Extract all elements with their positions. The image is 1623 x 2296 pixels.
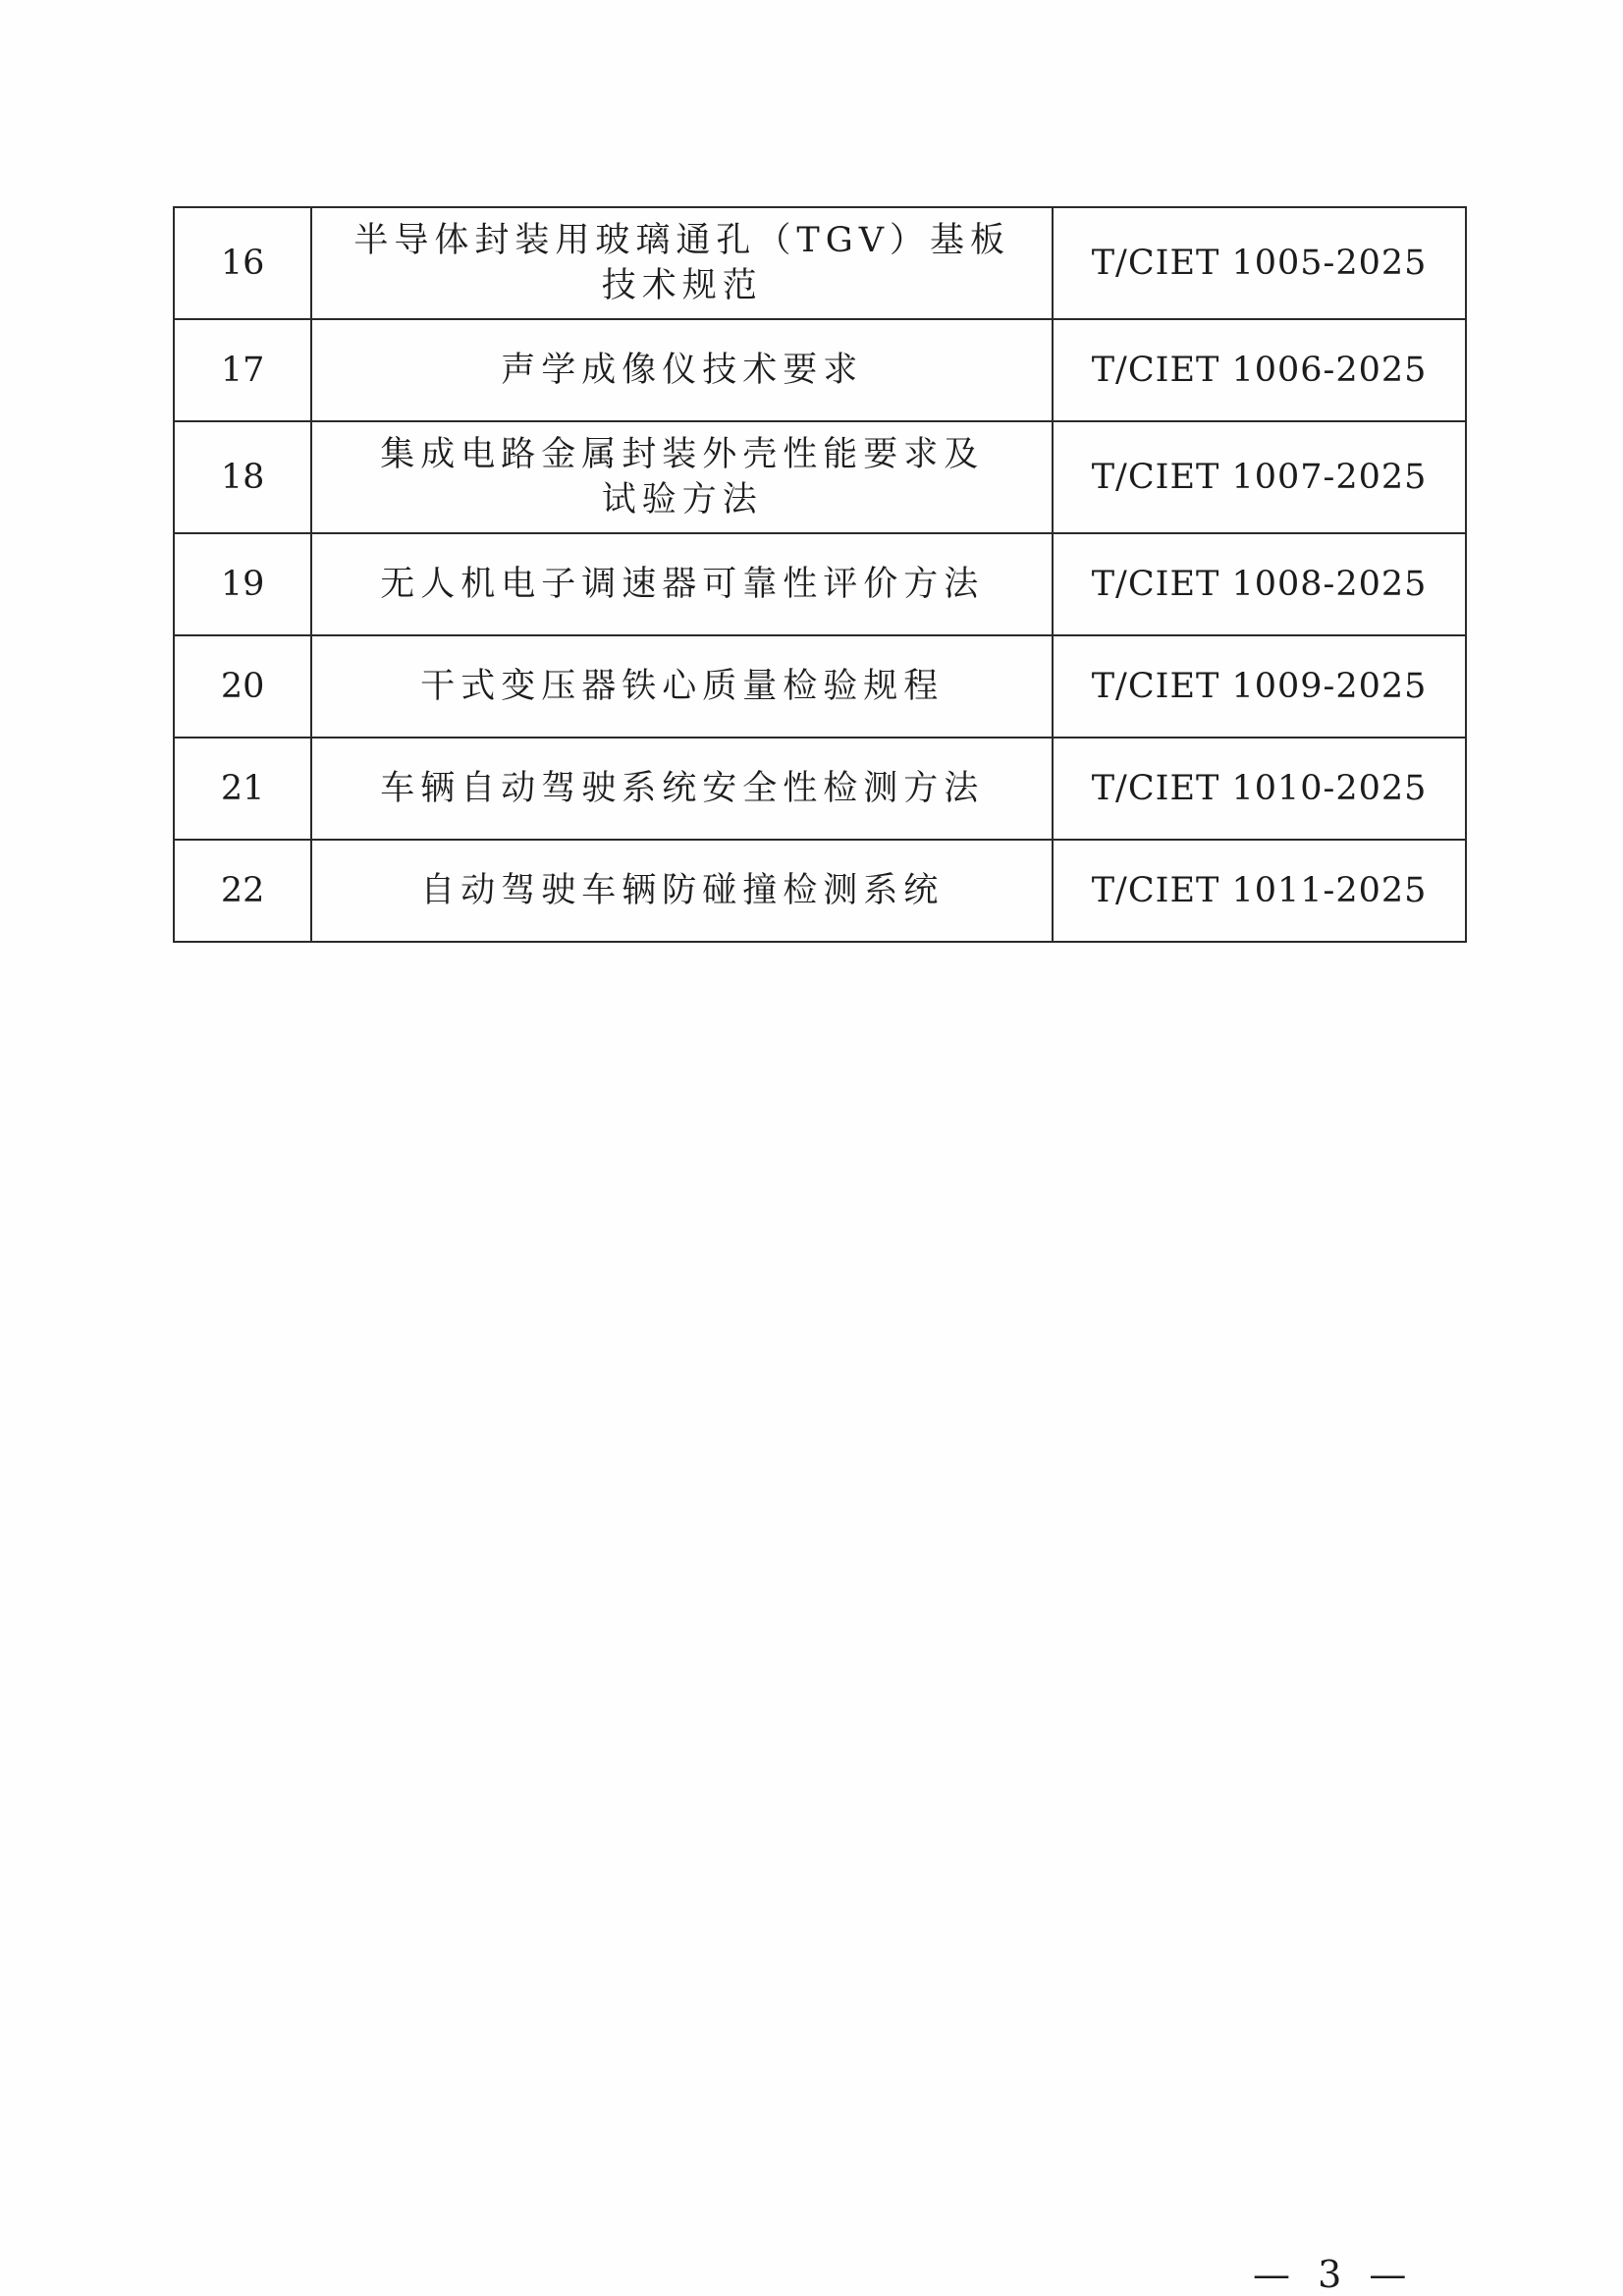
- page-number: — 3 —: [1253, 2253, 1415, 2296]
- standard-code: T/CIET 1007-2025: [1053, 421, 1466, 533]
- standard-name: [311, 533, 1053, 635]
- standard-name: [311, 738, 1053, 840]
- standard-name-line: 集成电路金属封装外壳性能要求及: [380, 435, 985, 474]
- row-number: 18: [174, 421, 311, 533]
- row-number: 22: [174, 840, 311, 942]
- table-row: [174, 421, 1466, 533]
- standard-name-line: 试验方法: [601, 480, 763, 519]
- row-number: 16: [174, 207, 311, 319]
- standard-name-line: 车辆自动驾驶系统安全性检测方法: [380, 769, 985, 808]
- standard-name: [311, 635, 1053, 738]
- row-number: 19: [174, 533, 311, 635]
- standard-name: [311, 207, 1053, 319]
- standard-code: T/CIET 1011-2025: [1053, 840, 1466, 942]
- standard-name: [311, 319, 1053, 421]
- standard-code: T/CIET 1005-2025: [1053, 207, 1466, 319]
- standards-table: [173, 206, 1467, 943]
- table-row: [174, 738, 1466, 840]
- table-row: [174, 207, 1466, 319]
- row-number: 17: [174, 319, 311, 421]
- table-row: [174, 319, 1466, 421]
- standard-name-line: 自动驾驶车辆防碰撞检测系统: [420, 871, 945, 910]
- standard-name: [311, 421, 1053, 533]
- row-number: 21: [174, 738, 311, 840]
- table-row: [174, 635, 1466, 738]
- standard-code: T/CIET 1008-2025: [1053, 533, 1466, 635]
- standard-name-line: 干式变压器铁心质量检验规程: [420, 667, 945, 706]
- standard-name-line: 声学成像仪技术要求: [501, 351, 864, 390]
- standard-code: T/CIET 1006-2025: [1053, 319, 1466, 421]
- row-number: 20: [174, 635, 311, 738]
- table-row: [174, 533, 1466, 635]
- standard-code: T/CIET 1009-2025: [1053, 635, 1466, 738]
- table-row: [174, 840, 1466, 942]
- standard-name-line: 技术规范: [601, 266, 763, 305]
- standard-name-line: 半导体封装用玻璃通孔（TGV）基板: [353, 221, 1010, 260]
- standard-code: T/CIET 1010-2025: [1053, 738, 1466, 840]
- standard-name: [311, 840, 1053, 942]
- standard-name-line: 无人机电子调速器可靠性评价方法: [380, 565, 985, 604]
